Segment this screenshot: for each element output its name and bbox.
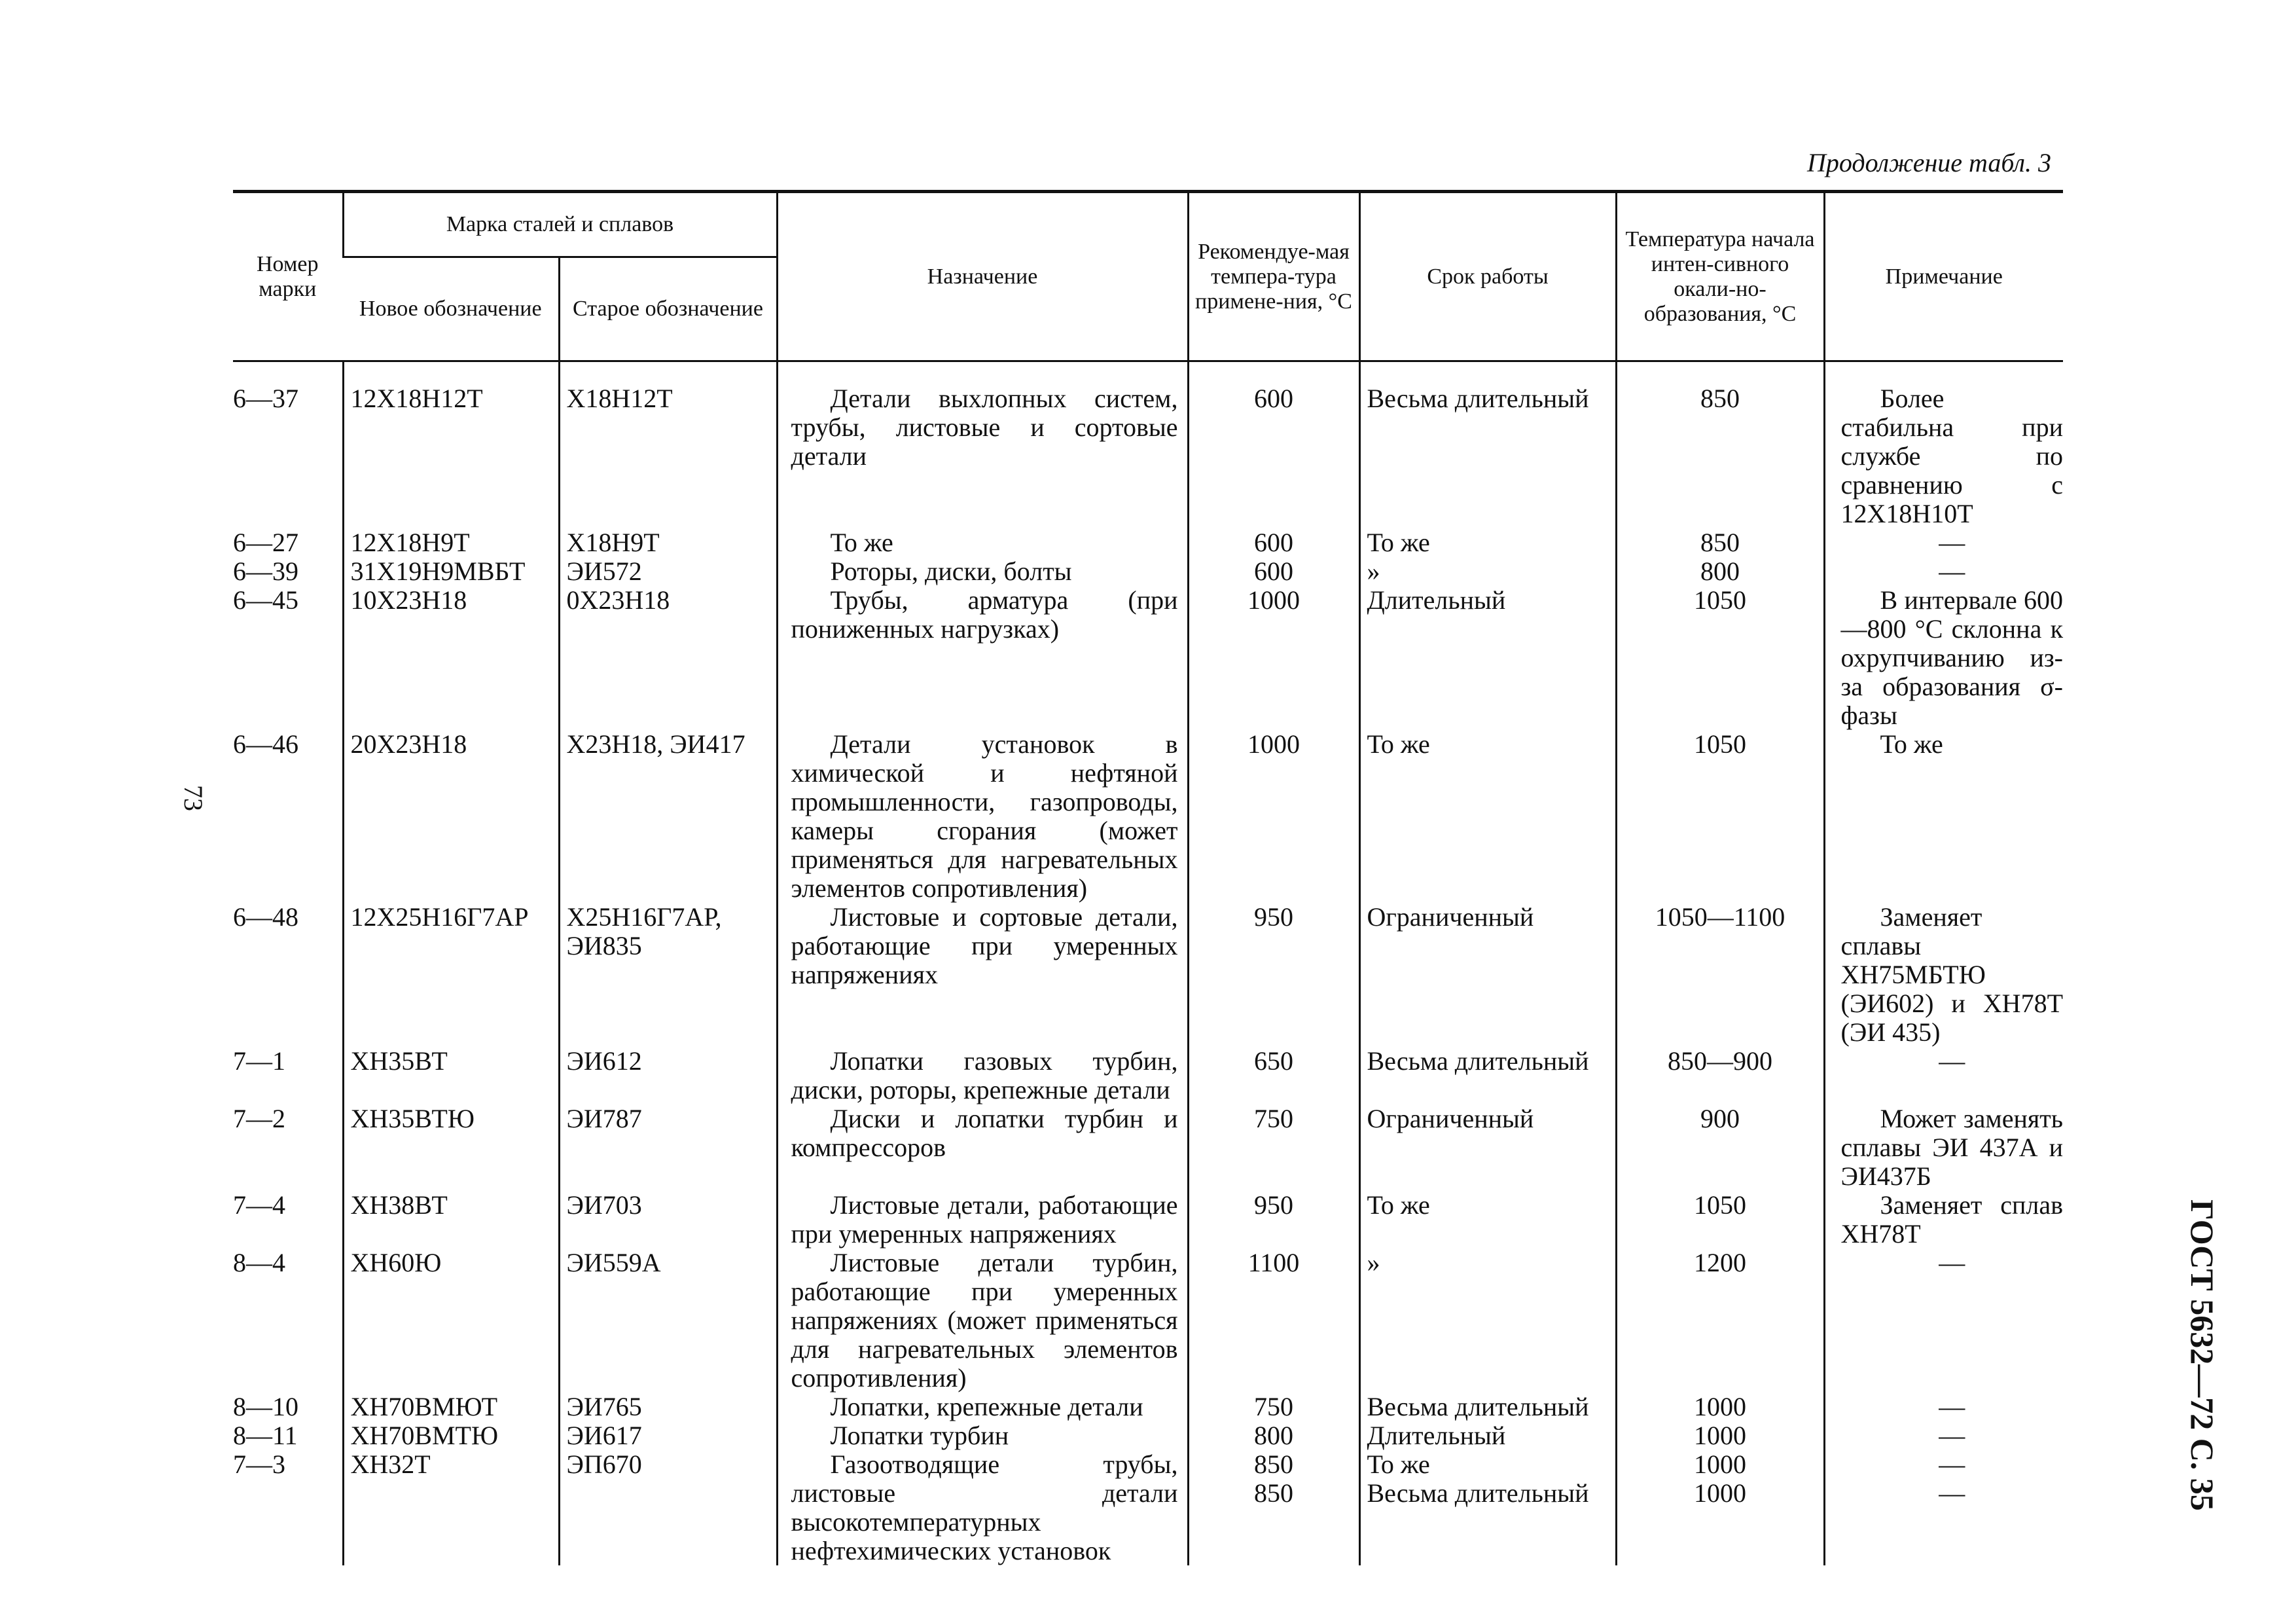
row-new-grade: ХН70ВМЮТ (343, 1393, 559, 1421)
row-scale-temp: 1000 (1616, 1393, 1824, 1421)
row-purpose: Листовые и сортовые детали, работающие при умеренных напряжениях (777, 903, 1188, 1047)
steel-grades-table (233, 190, 2063, 1565)
row-life: » (1359, 557, 1616, 586)
row-num: 6—37 (233, 384, 298, 413)
row-num: 7—3 (233, 1450, 285, 1479)
row-note: Заменяет сплавы ХН75МБТЮ (ЭИ602) и ХН78Т (ЭИ 435) (1824, 903, 2063, 1047)
row-old-grade: ЭИ703 (559, 1191, 777, 1249)
row-temp: 750 (1188, 1104, 1359, 1191)
row-num: 6—45 (233, 585, 298, 615)
table-row (233, 903, 2063, 1047)
standard-reference: ГОСТ 5632—72 С. 35 (2184, 1199, 2221, 1511)
row-note: — (1824, 557, 2063, 586)
row-purpose: Диски и лопатки турбин и компрессоров (777, 1104, 1188, 1191)
row-num: 6—48 (233, 902, 298, 932)
row-num: 6—39 (233, 556, 298, 586)
row-life: То же (1359, 1191, 1616, 1249)
table-row (233, 730, 2063, 903)
row-new-grade: 31Х19Н9МВБТ (343, 557, 559, 586)
row-scale-temp: 1050 (1616, 730, 1824, 903)
row-new-grade: ХН32Т (343, 1450, 559, 1565)
row-old-grade: Х23Н18, ЭИ417 (559, 730, 777, 903)
row-old-grade: ЭИ765 (559, 1393, 777, 1421)
row-temp: 1000 (1188, 730, 1359, 903)
row-old-grade: ЭИ617 (559, 1421, 777, 1450)
row-num: 8—11 (233, 1421, 298, 1450)
row-scale-temp: 800 (1616, 557, 1824, 586)
row-scale-temp: 850 (1616, 528, 1824, 557)
row-note: — (1824, 528, 2063, 557)
header-note: Примечание (1824, 192, 2063, 361)
row-purpose: Лопатки турбин (777, 1421, 1188, 1450)
row-purpose: Трубы, арматура (при пониженных нагрузках) (777, 586, 1188, 730)
row-purpose: Листовые детали, работающие при умеренных напряжениях (777, 1191, 1188, 1249)
row-note: В интервале 600—800 °С склонна к охрупчиванию из-за образования σ-фазы (1824, 586, 2063, 730)
row-new-grade: ХН35ВТЮ (343, 1104, 559, 1191)
header-num: Номер марки (233, 192, 343, 361)
page-number: 73 (179, 785, 208, 811)
row-note: — (1824, 1421, 2063, 1450)
row-note: — (1824, 1047, 2063, 1104)
row-life: То же (1359, 528, 1616, 557)
header-grade-group: Марка сталей и сплавов (343, 192, 777, 257)
table-row (233, 586, 2063, 730)
row-new-grade: ХН35ВТ (343, 1047, 559, 1104)
row-life: Длительный (1359, 586, 1616, 730)
header-scale-temp: Температура начала интен-сивного окали-но-образования, °С (1616, 192, 1824, 361)
row-new-grade: 12Х25Н16Г7АР (343, 903, 559, 1047)
row-old-grade: Х18Н9Т (559, 528, 777, 557)
header-purpose: Назначение (777, 192, 1188, 361)
row-num: 6—27 (233, 528, 298, 557)
row-num: 8—10 (233, 1392, 298, 1421)
row-note: — (1824, 1249, 2063, 1393)
row-note: Заменяет сплав ХН78Т (1824, 1191, 2063, 1249)
row-num: 7—4 (233, 1190, 285, 1220)
row-new-grade: 12Х18Н12Т (343, 361, 559, 529)
row-old-grade: Х18Н12Т (559, 361, 777, 529)
row-life: Весьма длительный (1359, 1393, 1616, 1421)
row-old-grade: ЭИ572 (559, 557, 777, 586)
row-life: Весьма длительный (1359, 1047, 1616, 1104)
table-row (233, 1393, 2063, 1421)
row-temp: 600 (1188, 557, 1359, 586)
row-num: 8—4 (233, 1248, 285, 1277)
row-scale-temp: 1050 (1616, 1191, 1824, 1249)
row-old-grade: ЭИ612 (559, 1047, 777, 1104)
header-life: Срок работы (1359, 192, 1616, 361)
row-purpose: Лопатки газовых турбин, диски, роторы, крепежные детали (777, 1047, 1188, 1104)
row-temp: 950 (1188, 1191, 1359, 1249)
row-life: Длительный (1359, 1421, 1616, 1450)
row-purpose: Лопатки, крепежные детали (777, 1393, 1188, 1421)
row-purpose: То же (777, 528, 1188, 557)
row-temp: 750 (1188, 1393, 1359, 1421)
row-new-grade: 12Х18Н9Т (343, 528, 559, 557)
table-row (233, 1450, 2063, 1565)
row-temp: 600 (1188, 361, 1359, 529)
row-temp: 600 (1188, 528, 1359, 557)
row-life: » (1359, 1249, 1616, 1393)
table-row (233, 1047, 2063, 1104)
row-scale-temp: 900 (1616, 1104, 1824, 1191)
row-temp: 950 (1188, 903, 1359, 1047)
row-temp: 1000 (1188, 586, 1359, 730)
table-row (233, 528, 2063, 557)
header-old: Старое обозначение (559, 257, 777, 361)
row-scale-temp: 1050 (1616, 586, 1824, 730)
row-note: — — (1824, 1450, 2063, 1565)
row-life: Ограниченный (1359, 1104, 1616, 1191)
row-scale-temp: 1200 (1616, 1249, 1824, 1393)
row-life: Ограниченный (1359, 903, 1616, 1047)
row-purpose: Детали установок в химической и нефтяной промышленности, газопроводы, камеры сгорания (может применяться для нагревательных элементов сопротивления) (777, 730, 1188, 903)
row-note: — (1824, 1393, 2063, 1421)
row-num: 7—1 (233, 1046, 285, 1076)
row-note: Более стабильна при службе по сравнению с 12Х18Н10Т (1824, 361, 2063, 529)
row-new-grade: ХН60Ю (343, 1249, 559, 1393)
header-temp: Рекомендуе-мая темпера-тура примене-ния, °С (1188, 192, 1359, 361)
row-life: То же (1359, 730, 1616, 903)
row-life: Весьма длительный (1359, 361, 1616, 529)
table-row (233, 1249, 2063, 1393)
row-life: То же Весьма длительный (1359, 1450, 1616, 1565)
table-row (233, 1104, 2063, 1191)
row-old-grade: Х25Н16Г7АР, ЭИ835 (559, 903, 777, 1047)
row-new-grade: ХН70ВМТЮ (343, 1421, 559, 1450)
row-new-grade: 20Х23Н18 (343, 730, 559, 903)
row-new-grade: 10Х23Н18 (343, 586, 559, 730)
header-new: Новое обозначение (343, 257, 559, 361)
row-temp: 800 (1188, 1421, 1359, 1450)
row-old-grade: ЭИ559А (559, 1249, 777, 1393)
row-scale-temp: 850—900 (1616, 1047, 1824, 1104)
row-note: То же (1824, 730, 2063, 903)
row-purpose: Газоотводящие трубы, листовые детали высокотемпературных нефтехимических установок (777, 1450, 1188, 1565)
row-temp: 850 850 (1188, 1450, 1359, 1565)
row-scale-temp: 1050—1100 (1616, 903, 1824, 1047)
row-old-grade: ЭП670 (559, 1450, 777, 1565)
table-caption: Продолжение табл. 3 (1806, 148, 2051, 177)
table-row (233, 1191, 2063, 1249)
row-temp: 650 (1188, 1047, 1359, 1104)
table-row (233, 557, 2063, 586)
row-purpose: Детали выхлопных систем, трубы, листовые и сортовые детали (777, 361, 1188, 529)
row-old-grade: ЭИ787 (559, 1104, 777, 1191)
row-num: 7—2 (233, 1104, 285, 1133)
row-num: 6—46 (233, 729, 298, 759)
row-purpose: Роторы, диски, болты (777, 557, 1188, 586)
row-scale-temp: 850 (1616, 361, 1824, 529)
row-scale-temp: 1000 (1616, 1421, 1824, 1450)
table-row (233, 1421, 2063, 1450)
row-note: Может заменять сплавы ЭИ 437А и ЭИ437Б (1824, 1104, 2063, 1191)
row-old-grade: 0Х23Н18 (559, 586, 777, 730)
row-temp: 1100 (1188, 1249, 1359, 1393)
row-purpose: Листовые детали турбин, работающие при умеренных напряжениях (может применяться для нагревательных элементов сопротивления) (777, 1249, 1188, 1393)
row-scale-temp: 1000 1000 (1616, 1450, 1824, 1565)
table-row (233, 361, 2063, 529)
row-new-grade: ХН38ВТ (343, 1191, 559, 1249)
